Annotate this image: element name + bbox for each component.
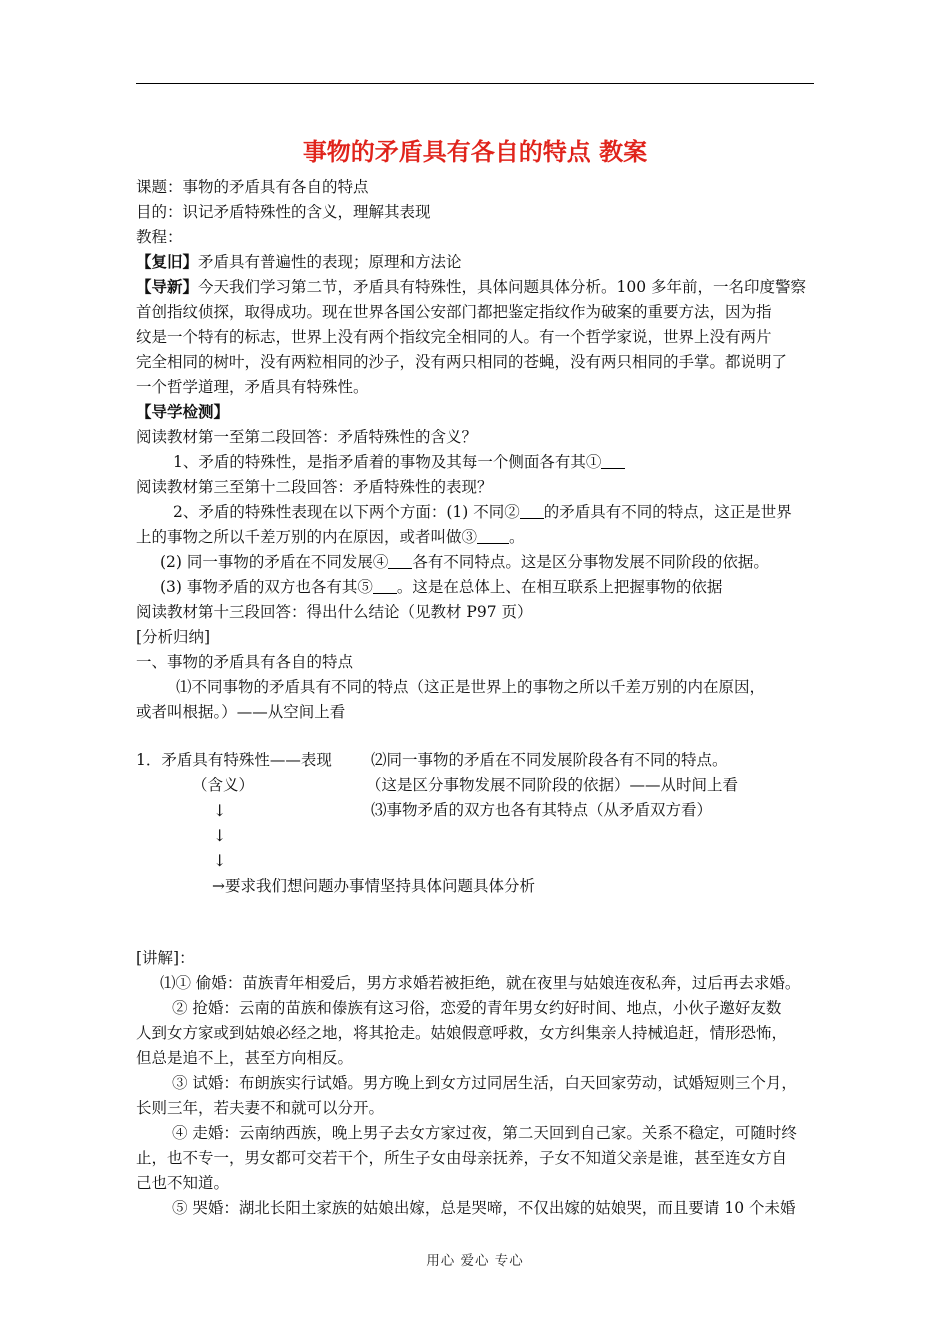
explain-item-2-line-2: 人到女方家或到姑娘必经之地，将其抢走。姑娘假意呼救，女方纠集亲人持械追赶，情形恐怖， (136, 1024, 788, 1042)
review-text: 矛盾具有普遍性的表现；原理和方法论 (198, 253, 462, 271)
guide-question-1: 阅读教材第一至第二段回答：矛盾特殊性的含义？ (136, 428, 478, 446)
diagram-right-2: （这是区分事物发展不同阶段的依据）——从时间上看 (366, 776, 739, 794)
guide-answer-2 (173, 502, 792, 522)
intro-text-1: 今天我们学习第二节，矛盾具有特殊性，具体问题具体分析。100 多年前，一名印度警察 (198, 278, 807, 296)
explain-item-4-line-3: 己也不知道。 (136, 1174, 230, 1192)
analysis-space-line-2: 或者叫根据。）——从空间上看 (136, 703, 346, 721)
intro-line-1 (136, 277, 806, 297)
explain-item-5: ⑤ 哭婚：湖北长阳土家族的姑娘出嫁，总是哭啼，不仅出嫁的姑娘哭，而且要请 10 个未婚 (172, 1199, 796, 1217)
point-3-text-a: (3) 事物矛盾的双方也各有其⑤ (160, 578, 373, 596)
blank-2[interactable] (520, 504, 544, 519)
diagram-conclusion: →要求我们想问题办事情坚持具体问题具体分析 (212, 877, 535, 895)
analysis-heading: [分析归纳] (136, 628, 211, 646)
analysis-space-line-1: ⑴不同事物的矛盾具有不同的特点（这正是世界上的事物之所以千差万别的内在原因， (176, 678, 766, 696)
guide-answer-2-cont (136, 527, 525, 547)
answer-2-text-c: 上的事物之所以千差万别的内在原因，或者叫做③ (136, 528, 478, 546)
blank-4[interactable] (388, 554, 412, 569)
guide-point-3 (160, 577, 722, 597)
explain-item-4-line-2: 止，也不专一，男女都可交若干个，所生子女由母亲抚养，子女不知道父亲是谁，甚至连女方自 (136, 1149, 788, 1167)
guide-question-2: 阅读教材第三至第十二段回答：矛盾特殊性的表现？ (136, 478, 493, 496)
analysis-section: 一、事物的矛盾具有各自的特点 (136, 653, 354, 671)
intro-tag: 【导新】 (136, 277, 199, 296)
guide-heading: 【导学检测】 (136, 402, 230, 421)
page-title: 事物的矛盾具有各自的特点 教案 (302, 138, 648, 166)
diagram-right-1: ⑵同一事物的矛盾在不同发展阶段各有不同的特点。 (371, 751, 728, 769)
down-arrow-icon: ↓ (213, 801, 227, 820)
diagram-left-label: 1．矛盾具有特殊性——表现 (136, 751, 332, 769)
intro-line-5: 一个哲学道理，矛盾具有特殊性。 (136, 378, 369, 396)
guide-point-2 (160, 552, 769, 572)
answer-2-text-a: 2、矛盾的特殊性表现在以下两个方面：(1) 不同② (173, 503, 520, 521)
answer-2-text-d: 。 (509, 528, 525, 546)
explain-item-3-line-1: ③ 试婚：布朗族实行试婚。男方晚上到女方过同居生活，白天回家劳动，试婚短则三个月， (172, 1074, 797, 1092)
header-rule (136, 83, 814, 84)
intro-line-2: 首创指纹侦探，取得成功。现在世界各国公安部门都把鉴定指纹作为破案的重要方法，因为指 (136, 303, 772, 321)
blank-5[interactable] (373, 579, 397, 594)
answer-2-text-b: 的矛盾具有不同的特点，这正是世界 (543, 503, 792, 521)
review-line (136, 252, 462, 272)
down-arrow-icon: ↓ (213, 826, 227, 845)
explain-item-2-line-3: 但总是追不上，甚至方向相反。 (136, 1049, 354, 1067)
goal-line: 目的：识记矛盾特殊性的含义，理解其表现 (136, 203, 431, 221)
explain-item-3-line-2: 长则三年，若夫妻不和就可以分开。 (136, 1099, 385, 1117)
point-3-text-b: 。这是在总体上、在相互联系上把握事物的依据 (396, 578, 723, 596)
intro-line-3: 纹是一个特有的标志，世界上没有两个指纹完全相同的人。有一个哲学家说，世界上没有两片 (136, 328, 772, 346)
blank-3[interactable] (477, 529, 509, 544)
down-arrow-icon: ↓ (213, 851, 227, 870)
explain-item-1: ⑴① 偷婚：苗族青年相爱后，男方求婚若被拒绝，就在夜里与姑娘连夜私奔，过后再去求婚。 (160, 974, 801, 992)
page-footer: 用心 爱心 专心 (426, 1253, 524, 1269)
process-line: 教程： (136, 228, 183, 246)
intro-line-4: 完全相同的树叶，没有两粒相同的沙子，没有两只相同的苍蝇，没有两只相同的手掌。都说明了 (136, 353, 788, 371)
diagram-left-sub: （含义） (192, 776, 255, 794)
point-2-text-b: 各有不同特点。这是区分事物发展不同阶段的依据。 (412, 553, 769, 571)
topic-line: 课题：事物的矛盾具有各自的特点 (136, 178, 369, 196)
point-2-text-a: (2) 同一事物的矛盾在不同发展④ (160, 553, 389, 571)
explain-heading: [讲解]： (136, 949, 195, 967)
blank-1[interactable] (601, 454, 625, 469)
answer-1-text: 1、矛盾的特殊性，是指矛盾着的事物及其每一个侧面各有其① (173, 453, 602, 471)
explain-item-2-line-1: ② 抢婚：云南的苗族和傣族有这习俗，恋爱的青年男女约好时间、地点，小伙子邀好友数 (172, 999, 782, 1017)
diagram-right-3: ⑶事物矛盾的双方也各有其特点（从矛盾双方看） (371, 801, 713, 819)
guide-answer-1 (173, 452, 625, 472)
guide-question-3: 阅读教材第十三段回答：得出什么结论（见教材 P97 页） (136, 603, 533, 621)
explain-item-4-line-1: ④ 走婚：云南纳西族，晚上男子去女方家过夜，第二天回到自己家。关系不稳定，可随时终 (172, 1124, 797, 1142)
review-tag: 【复旧】 (136, 252, 199, 271)
